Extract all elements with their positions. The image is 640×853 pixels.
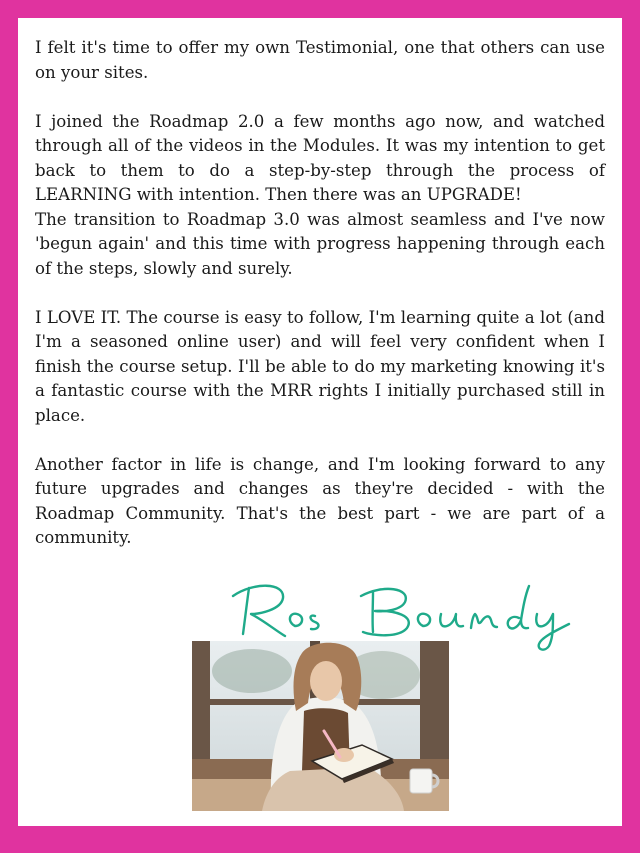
paragraph-love-it: I LOVE IT. The course is easy to follow, I'm learning quite a lot (and I'm a seasoned online user) and will feel very confident when I finish the course setup. I'll be able to do my marketing knowing it's a fantastic course with the MRR rights I initially purchased still in place.: [35, 307, 605, 425]
testimonial-page: [18, 18, 622, 826]
testimonial-text: [35, 36, 605, 551]
woman-writing-in-notebook-icon: [192, 641, 449, 811]
paragraph-roadmap-upgrade: I joined the Roadmap 2.0 a few months ago now, and watched through all of the videos in the Modules. It was my intention to get back to them to do a step-by-step through the process of LEARNING with intention. Then there was an UPGRADE!: [35, 111, 605, 204]
paragraph-community: Another factor in life is change, and I'm looking forward to any future upgrades and changes as they're decided - with the Roadmap Community. That's the best part - we are part of a community.: [35, 454, 605, 547]
paragraph-roadmap-transition: The transition to Roadmap 3.0 was almost seamless and I've now 'begun again' and this time with progress happening through each of the steps, slowly and surely.: [35, 209, 605, 278]
paragraph-intro: I felt it's time to offer my own Testimonial, one that others can use on your sites.: [35, 38, 605, 82]
paragraph-roadmap: [35, 110, 605, 282]
